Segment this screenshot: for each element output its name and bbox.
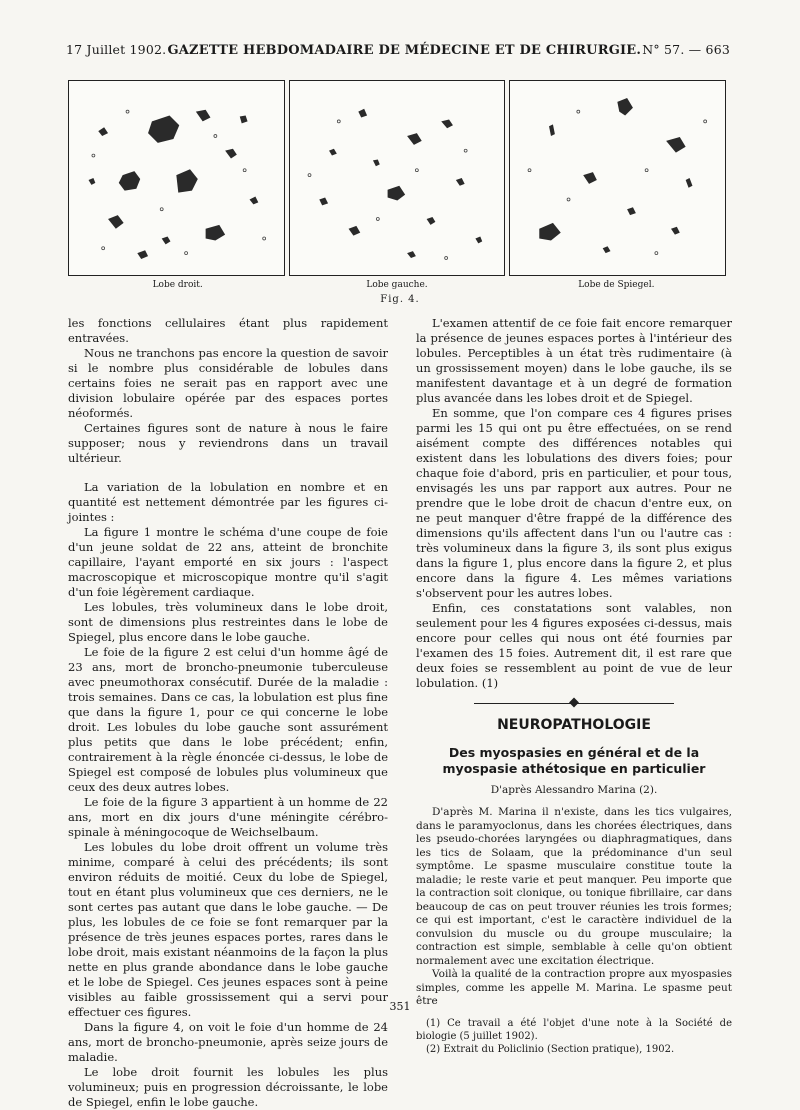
paragraph: Dans la figure 4, on voit le foie d'un homme de 24 ans, mort de broncho-pneumonie, après seize jours de maladie. bbox=[68, 1020, 388, 1064]
liver-section-illustration-1 bbox=[69, 81, 284, 275]
divider-ornament bbox=[569, 698, 579, 708]
left-column bbox=[68, 316, 388, 1110]
caption-lobe-de-spiegel: Lobe de Spiegel. bbox=[578, 280, 655, 290]
figure-4 bbox=[68, 80, 726, 276]
paragraph: Les lobules, très volumineux dans le lobe droit, sont de dimensions plus restreintes dans le lobe de Spiegel, plus encore dans le lobe gauche. bbox=[68, 600, 388, 644]
paragraph: Nous ne tranchons pas encore la question de savoir si le nombre plus considérable de lobules dans certains foies ne serait pas en rapport avec une division lobulaire opérée par des espaces portes néoformés. bbox=[68, 346, 388, 420]
paragraph: Le foie de la figure 2 est celui d'un homme âgé de 23 ans, mort de broncho-pneumonie tuberculeuse avec pneumothorax consécutif. Durée de la maladie : trois semaines. Dans ce cas, la lobulation est plus fine que dans la figure 1, pour ce qui concerne le lobe droit. Les lobules du lobe gauche sont assurément plus petits que dans le lobe précédent; enfin, contrairement à la règle énoncée ci-dessus, le lobe de Spiegel est composé de lobules plus volumineux que ceux des deux autres lobes. bbox=[68, 645, 388, 794]
liver-section-illustration-2 bbox=[290, 81, 505, 275]
figure-panel-lobe-de-spiegel bbox=[509, 80, 726, 276]
section-title: NEUROPATHOLOGIE bbox=[497, 717, 651, 733]
paragraph: La variation de la lobulation en nombre et en quantité est nettement démontrée par les figures ci-jointes : bbox=[68, 480, 388, 524]
paragraph: les fonctions cellulaires étant plus rapidement entravées. bbox=[68, 316, 388, 345]
liver-section-illustration-3 bbox=[510, 81, 725, 275]
figure-panel-lobe-gauche bbox=[289, 80, 506, 276]
caption-lobe-gauche: Lobe gauche. bbox=[366, 280, 428, 290]
figure-label: Fig. 4. bbox=[380, 294, 420, 305]
article-title: Des myospasies en général et de la myospasie athétosique en particulier bbox=[442, 745, 706, 776]
paragraph: L'examen attentif de ce foie fait encore remarquer la présence de jeunes espaces portes à l'intérieur des lobules. Perceptibles à un état très rudimentaire (à un grossissement moyen) dans le lobe gauche, ils se manifestent davantage et à un degré de formation plus avancée dans les lobes droit et de Spiegel. bbox=[416, 316, 732, 405]
journal-title: GAZETTE HEBDOMADAIRE DE MÉDECINE ET DE CHIRURGIE. bbox=[167, 43, 642, 58]
footnote: (2) Extrait du Policlinio (Section pratique), 1902. bbox=[426, 1043, 675, 1055]
right-column bbox=[416, 316, 732, 1056]
paragraph: Le foie de la figure 3 appartient à un homme de 22 ans, mort en dix jours d'une méningite cérébro-spinale à méningocoque de Weichselbaum. bbox=[68, 795, 388, 839]
issue-date: 17 Juillet 1902. bbox=[66, 42, 167, 57]
paragraph: Enfin, ces constatations sont valables, non seulement pour les 4 figures exposées ci-dessus, mais encore pour celles qui nous ont été fournies par l'examen des 15 foies. Autrement dit, il est rare que deux foies se ressemblent au point de vue de leur lobulation. (1) bbox=[416, 601, 732, 690]
paragraph: Les lobules du lobe droit offrent un volume très minime, comparé à celui des précédents; ils sont environ réduits de moitié. Ceux du lobe de Spiegel, tout en étant plus volumineux que ces derniers, ne le sont certes pas autant que dans le lobe gauche. — De plus, les lobules de ce foie se font remarquer par la présence de très jeunes espaces portes, rares dans le lobe droit, mais existant néanmoins de la façon la plus nette en plus grande abondance dans le lobe gauche et le lobe de Spiegel. Ces jeunes espaces sont à peine visibles au faible grossissement qui a servi pour effectuer ces figures. bbox=[68, 840, 388, 1019]
paragraph: Certaines figures sont de nature à nous le faire supposer; nous y reviendrons dans un travail ultérieur. bbox=[68, 421, 388, 465]
issue-page-number: N° 57. — 663 bbox=[642, 42, 730, 57]
caption-lobe-droit: Lobe droit. bbox=[152, 280, 203, 290]
section-divider bbox=[474, 703, 674, 704]
paragraph: En somme, que l'on compare ces 4 figures prises parmi les 15 qui ont pu être effectuées, on se rend aisément compte des différences notables qui existent dans les lobulations des divers foies; pour chaque foie d'abord, pris en particulier, et pour tous, envisagés les uns par rapport aux autres. Pour ne prendre que le lobe droit de chacun d'entre eux, on ne peut manquer d'être frappé de la différence des dimensions qu'ils affectent dans l'un ou l'autre cas : très volumineux dans la figure 3, ils sont plus exigus dans la figure 1, plus encore dans la figure 2, et plus encore dans la figure 4. Les mêmes variations s'observent pour les autres lobes. bbox=[416, 406, 732, 600]
folio-number: 351 bbox=[389, 1000, 411, 1013]
paragraph: La figure 1 montre le schéma d'une coupe de foie d'un jeune soldat de 22 ans, atteint de bronchite capillaire, l'ayant emporté en six jours : l'aspect macroscopique et microscopique montre qu'il s'agit d'un foie légèrement cardiaque. bbox=[68, 525, 388, 599]
paragraph: Voilà la qualité de la contraction propre aux myospasies simples, comme les appelle M. Marina. Le spasme peut être bbox=[416, 968, 732, 1007]
figure-panel-lobe-droit bbox=[68, 80, 285, 276]
running-header bbox=[66, 42, 730, 64]
footnote: (1) Ce travail a été l'objet d'une note à la Société de biologie (5 juillet 1902). bbox=[416, 1017, 732, 1042]
footnotes bbox=[416, 1017, 732, 1056]
article-byline: D'après Alessandro Marina (2). bbox=[490, 784, 658, 796]
figure-captions bbox=[68, 280, 726, 290]
paragraph: Le lobe droit fournit les lobules les plus volumineux; puis en progression décroissante, le lobe de Spiegel, enfin le lobe gauche. bbox=[68, 1065, 388, 1109]
paragraph: D'après M. Marina il n'existe, dans les tics vulgaires, dans le paramyoclonus, dans les chorées électriques, dans les pseudo-chorées laryngées ou diaphragmatiques, dans les tics de Solaam, que la prédominance d'un seul symptôme. Le spasme musculaire constitue toute la maladie; le reste varie et peut manquer. Peu importe que la contraction soit clonique, ou tonique fibrillaire, car dans beaucoup de cas on peut trouver réunies les trois formes; ce qui est important, c'est le caractère individuel de la convulsion du muscle ou du groupe musculaire; la contraction est simple, semblable à celle qu'on obtient normalement avec une excitation électrique. bbox=[416, 806, 732, 967]
